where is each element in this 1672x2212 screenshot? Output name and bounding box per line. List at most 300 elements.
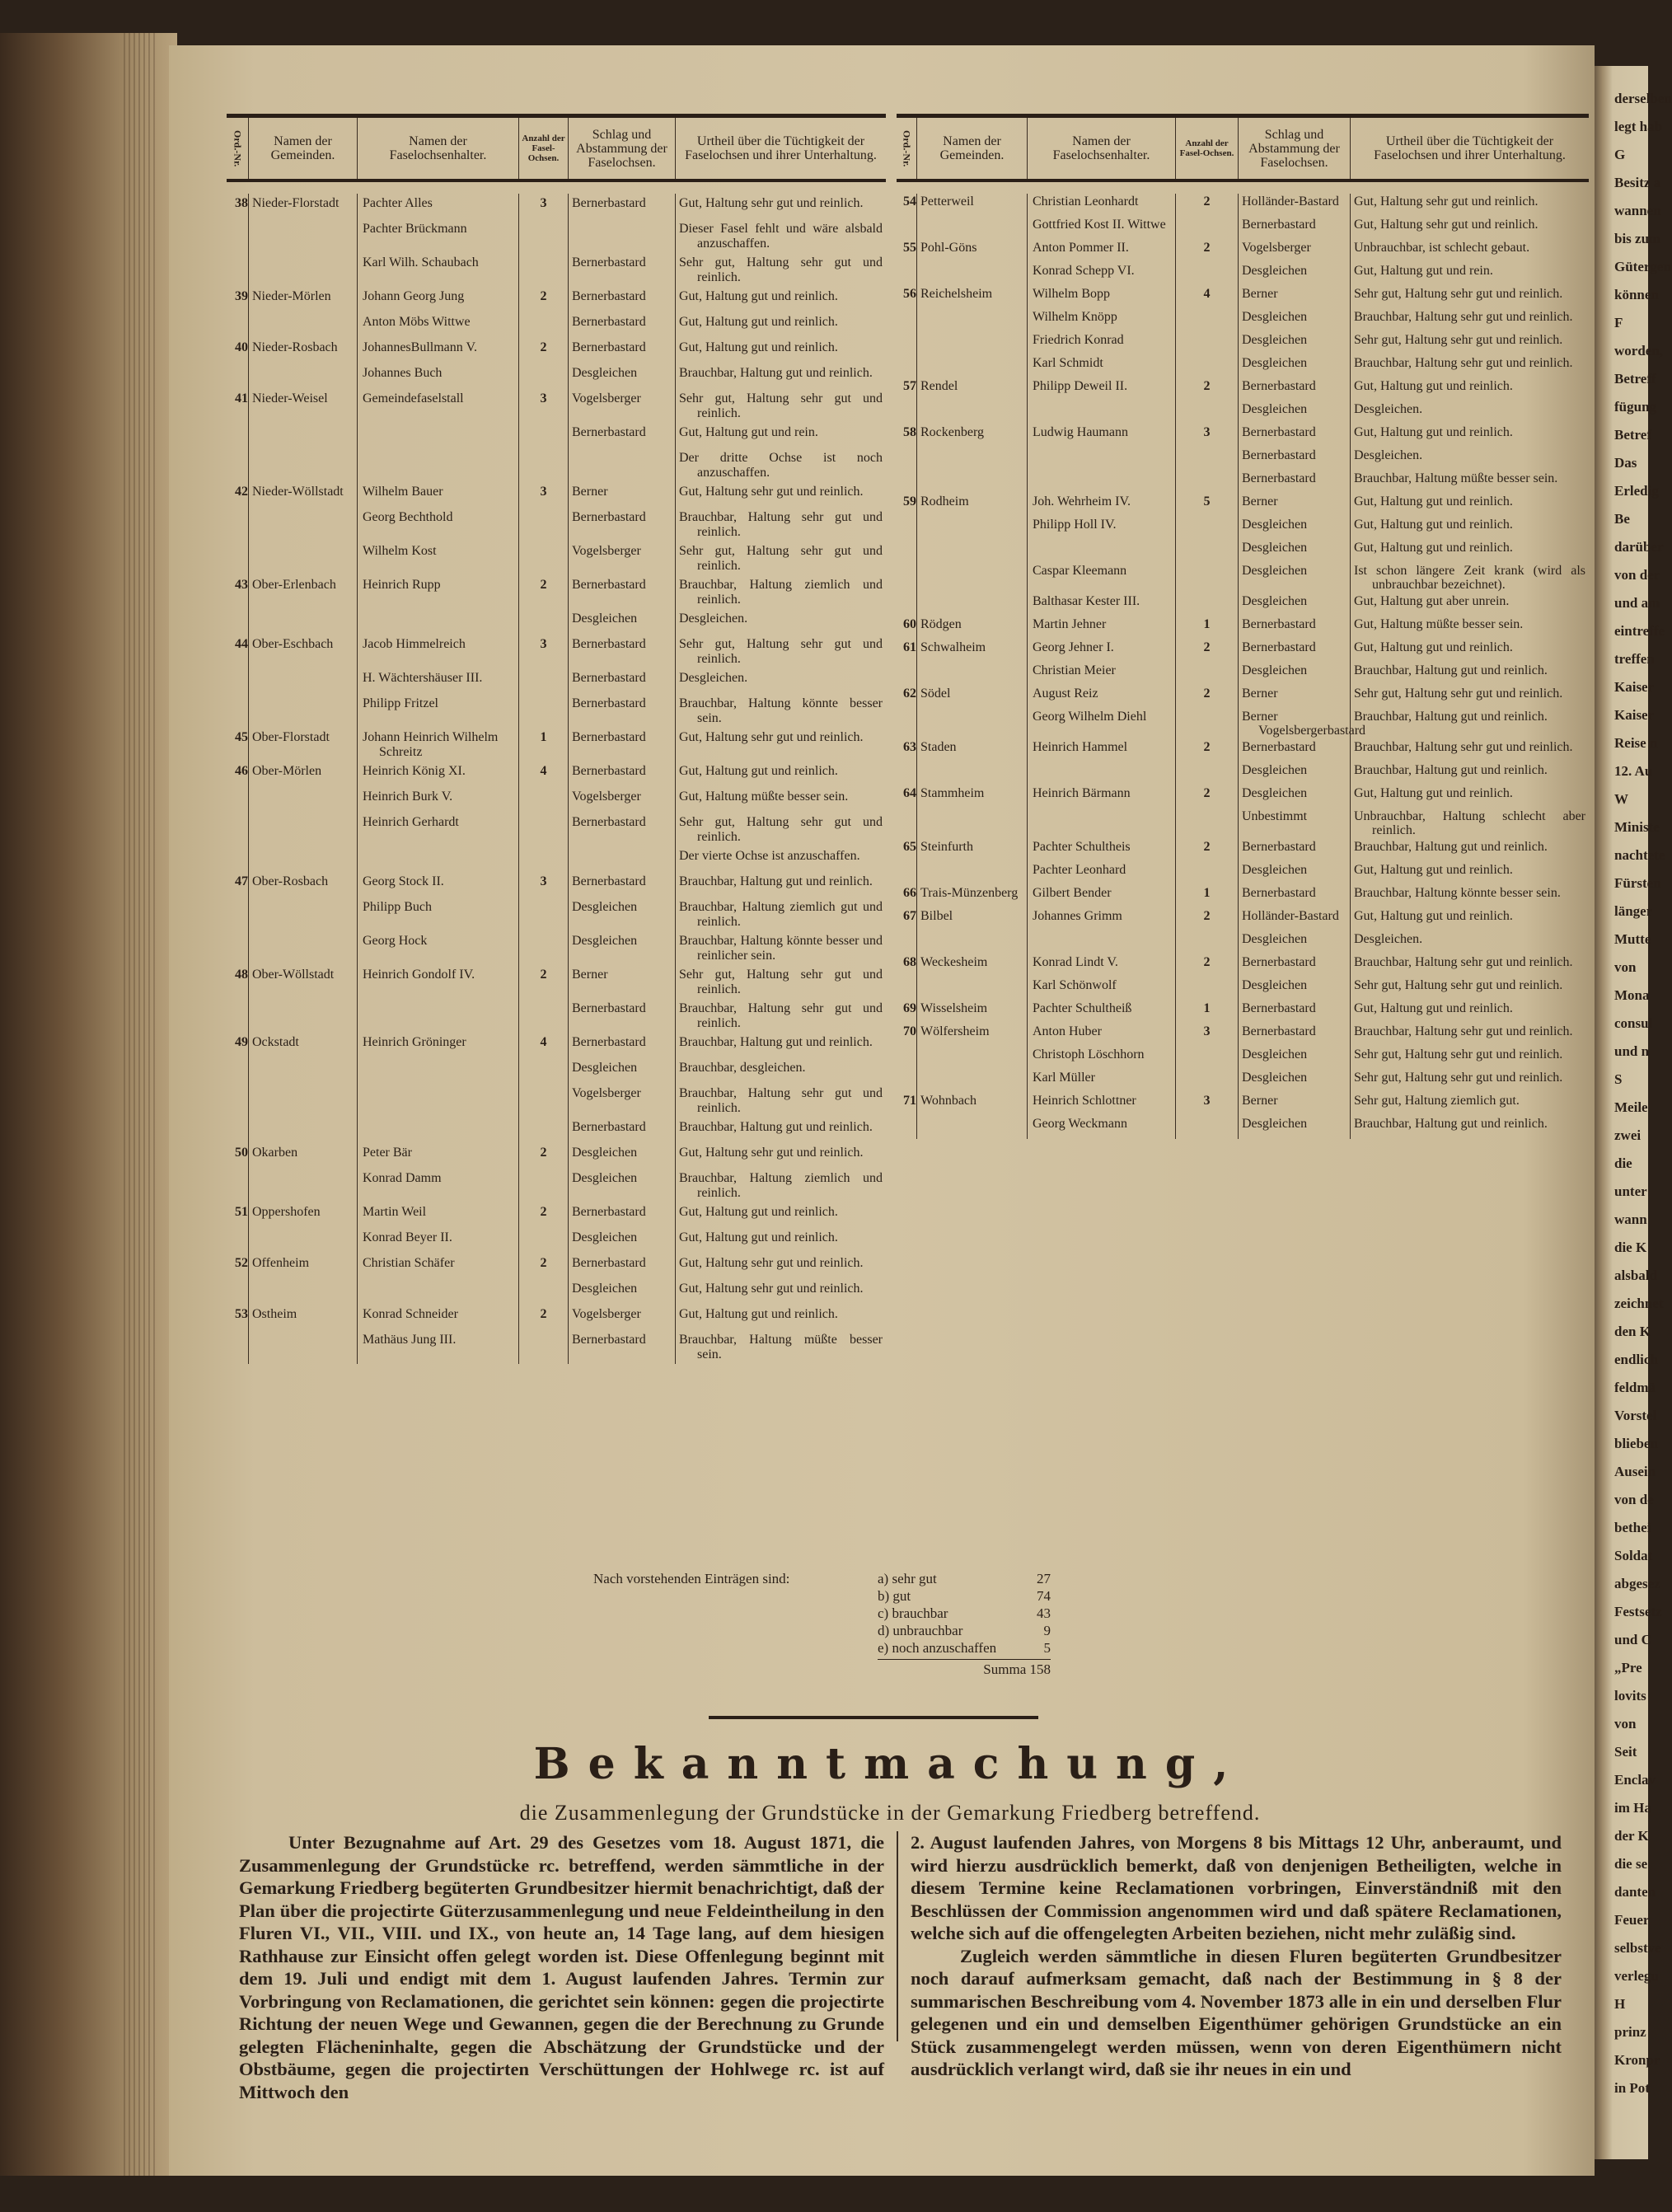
urtheil: Brauchbar, Haltung sehr gut und reinlich.: [1350, 739, 1589, 762]
urtheil: Desgleichen.: [1350, 931, 1589, 954]
table-row: [227, 1279, 886, 1305]
urtheil: Sehr gut, Haltung sehr gut und reinlich.: [675, 541, 886, 575]
ochsen-count: [1175, 1116, 1238, 1139]
urtheil: Gut, Haltung sehr gut und reinlich.: [1350, 217, 1589, 240]
schlag-abstammung: Desgleichen: [568, 1279, 675, 1305]
ochsen-count: [518, 423, 568, 448]
table-row: [227, 1143, 886, 1169]
table-row: [227, 541, 886, 575]
schlag-abstammung: [568, 448, 675, 482]
table-row: [897, 908, 1589, 931]
table-row: [227, 694, 886, 728]
schlag-abstammung: Desgleichen: [568, 609, 675, 635]
schlag-abstammung: Bernerbastard: [568, 423, 675, 448]
schlag-abstammung: Desgleichen: [568, 363, 675, 389]
schlag-abstammung: Desgleichen: [1238, 1047, 1350, 1070]
urtheil: Ist schon längere Zeit krank (wird als unbrauchbar bezeichnet).: [1350, 563, 1589, 593]
header-urtheil: Urtheil über die Tüchtigkeit der Faselochsen und ihrer Unterhaltung.: [1350, 118, 1589, 179]
table-row: [227, 389, 886, 423]
ochsen-count: [1175, 563, 1238, 593]
ochsen-count: 2: [1175, 240, 1238, 263]
halter-name: Jacob Himmelreich: [357, 635, 518, 668]
urtheil: Brauchbar, Haltung gut und reinlich.: [1350, 1116, 1589, 1139]
row-number: [897, 448, 916, 471]
table-header: [227, 114, 886, 182]
page-fragment-text: Ministe: [1614, 819, 1660, 835]
table-body: [227, 182, 886, 1364]
ochsen-count: 1: [518, 728, 568, 762]
row-number: [897, 1116, 916, 1139]
urtheil: Brauchbar, Haltung sehr gut und reinlich.: [1350, 309, 1589, 332]
page-fragment-text: S: [1614, 1071, 1623, 1087]
page-fragment-text: Meile: [1614, 1099, 1648, 1115]
ochsen-count: [1175, 862, 1238, 885]
halter-name: [357, 609, 518, 635]
schlag-abstammung: Vogelsberger: [568, 1305, 675, 1330]
row-number: 43: [235, 578, 248, 592]
table-row: [227, 338, 886, 363]
page-fragment-text: Festsetz: [1614, 1604, 1662, 1619]
gemeinde-name: Ockstadt: [248, 1033, 357, 1058]
gemeinde-name: [916, 1116, 1027, 1139]
table-row: [227, 787, 886, 813]
schlag-abstammung: Bernerbastard: [568, 1254, 675, 1279]
row-number: [897, 593, 916, 616]
ochsen-count: 2: [518, 1254, 568, 1279]
urtheil: Gut, Haltung gut und reinlich.: [675, 1305, 886, 1330]
row-number: 50: [235, 1146, 248, 1160]
row-number: [897, 762, 916, 785]
gemeinde-name: [916, 448, 1027, 471]
table-row: [897, 1001, 1589, 1024]
gemeinde-name: [248, 219, 357, 253]
row-number: [897, 663, 916, 686]
gemeinde-name: [916, 593, 1027, 616]
page-fragment-text: „Pre: [1614, 1660, 1642, 1675]
table-row: [227, 1118, 886, 1143]
page-fragment-text: zeichnet: [1614, 1296, 1664, 1311]
halter-name: Johann Heinrich Wilhelm Schreitz: [357, 728, 518, 762]
halter-name: [357, 1118, 518, 1143]
table-row: [227, 219, 886, 253]
row-number: 71: [903, 1094, 916, 1108]
gemeinde-name: [248, 1084, 357, 1118]
table-row: [227, 482, 886, 508]
table-row: [227, 363, 886, 389]
urtheil: Gut, Haltung gut und reinlich.: [1350, 908, 1589, 931]
page-fragment-text: bethei: [1614, 1520, 1651, 1535]
page-fragment-text: nachtete: [1614, 847, 1665, 863]
gemeinde-name: Pohl-Göns: [916, 240, 1027, 263]
table-row: [227, 635, 886, 668]
ochsen-count: [1175, 762, 1238, 785]
urtheil: Brauchbar, Haltung gut und reinlich.: [1350, 709, 1589, 739]
page-fragment-text: der K: [1614, 1828, 1649, 1844]
halter-name: Georg Bechthold: [357, 508, 518, 541]
ochsen-count: [1175, 332, 1238, 355]
table-row: [227, 872, 886, 897]
ochsen-count: 2: [1175, 739, 1238, 762]
table-row: [897, 862, 1589, 885]
table-row: [227, 1330, 886, 1364]
schlag-abstammung: Desgleichen: [568, 1058, 675, 1084]
row-number: [227, 1118, 248, 1143]
summary-label: a) sehr gut: [878, 1571, 937, 1586]
urtheil: Brauchbar, Haltung gut und reinlich.: [1350, 663, 1589, 686]
schlag-abstammung: Bernerbastard: [568, 1330, 675, 1364]
summary-item: [878, 1605, 1051, 1622]
page-fragment-text: Gütergen: [1614, 259, 1671, 274]
urtheil: Brauchbar, Haltung sehr gut und reinlich.: [1350, 355, 1589, 378]
urtheil: Brauchbar, Haltung sehr gut und reinlich.: [675, 999, 886, 1033]
halter-name: Konrad Schneider: [357, 1305, 518, 1330]
row-number: 46: [235, 764, 248, 778]
urtheil: Gut, Haltung gut und reinlich.: [675, 1228, 886, 1254]
gemeinde-name: Rockenberg: [916, 424, 1027, 448]
schlag-abstammung: Bernerbastard: [1238, 448, 1350, 471]
ochsen-count: 2: [518, 338, 568, 363]
halter-name: [357, 846, 518, 872]
table-row: [897, 762, 1589, 785]
gemeinde-name: [916, 355, 1027, 378]
table-row: [227, 1033, 886, 1058]
table-row: [227, 999, 886, 1033]
schlag-abstammung: Bernerbastard: [1238, 1001, 1350, 1024]
table-row: [897, 977, 1589, 1001]
table-row: [897, 194, 1589, 217]
ochsen-count: 2: [518, 287, 568, 312]
table-row: [897, 309, 1589, 332]
gemeinde-name: [916, 471, 1027, 494]
page-fragment-text: legt hab: [1614, 119, 1663, 134]
ochsen-count: [1175, 309, 1238, 332]
gemeinde-name: Staden: [916, 739, 1027, 762]
page-fragment-text: lovits: [1614, 1688, 1646, 1704]
halter-name: Karl Müller: [1027, 1070, 1175, 1093]
schlag-abstammung: Bernerbastard: [568, 999, 675, 1033]
row-number: [897, 709, 916, 739]
ochsen-count: 2: [518, 965, 568, 999]
page-fragment-text: Kaiser: [1614, 707, 1655, 723]
ochsen-count: [1175, 517, 1238, 540]
row-number: [897, 1047, 916, 1070]
row-number: 57: [903, 379, 916, 393]
halter-name: [357, 1058, 518, 1084]
header-urtheil: Urtheil über die Tüchtigkeit der Faselochsen und ihrer Unterhaltung.: [675, 118, 886, 179]
halter-name: [1027, 448, 1175, 471]
gemeinde-name: Wohnbach: [916, 1093, 1027, 1116]
faselochsen-table-left: [227, 114, 886, 1364]
faselochsen-table-right: [897, 114, 1589, 1139]
ochsen-count: 3: [1175, 1093, 1238, 1116]
gemeinde-name: [248, 1169, 357, 1202]
urtheil: Gut, Haltung gut und reinlich.: [1350, 1001, 1589, 1024]
ochsen-count: [1175, 593, 1238, 616]
gemeinde-name: Rodheim: [916, 494, 1027, 517]
halter-name: Georg Wilhelm Diehl: [1027, 709, 1175, 739]
schlag-abstammung: Bernerbastard: [568, 635, 675, 668]
gemeinde-name: Stammheim: [916, 785, 1027, 808]
page-fragment-text: danten: [1614, 1884, 1656, 1900]
urtheil: Brauchbar, Haltung könnte besser sein.: [1350, 885, 1589, 908]
ochsen-count: [518, 1118, 568, 1143]
gemeinde-name: [916, 762, 1027, 785]
halter-name: Konrad Damm: [357, 1169, 518, 1202]
row-number: [227, 219, 248, 253]
row-number: [897, 931, 916, 954]
urtheil: Der vierte Ochse ist anzuschaffen.: [675, 846, 886, 872]
halter-name: August Reiz: [1027, 686, 1175, 709]
halter-name: [357, 448, 518, 482]
gemeinde-name: [916, 332, 1027, 355]
row-number: [897, 309, 916, 332]
schlag-abstammung: Desgleichen: [1238, 785, 1350, 808]
summary-value: 27: [1037, 1571, 1051, 1586]
urtheil: Gut, Haltung sehr gut und reinlich.: [675, 1143, 886, 1169]
summary-label: d) unbrauchbar: [878, 1623, 963, 1638]
gemeinde-name: [916, 563, 1027, 593]
halter-name: Balthasar Kester III.: [1027, 593, 1175, 616]
urtheil: Desgleichen.: [675, 668, 886, 694]
halter-name: [357, 999, 518, 1033]
gemeinde-name: Steinfurth: [916, 839, 1027, 862]
row-number: [897, 263, 916, 286]
gemeinde-name: Ober-Rosbach: [248, 872, 357, 897]
gemeinde-name: [916, 709, 1027, 739]
ochsen-count: [518, 846, 568, 872]
schlag-abstammung: Bernerbastard: [1238, 839, 1350, 862]
row-number: [227, 787, 248, 813]
table-row: [897, 663, 1589, 686]
halter-name: Gilbert Bender: [1027, 885, 1175, 908]
schlag-abstammung: Bernerbastard: [1238, 217, 1350, 240]
gemeinde-name: [248, 448, 357, 482]
summary-label: b) gut: [878, 1588, 911, 1604]
schlag-abstammung: Desgleichen: [568, 931, 675, 965]
header-anzahl: Anzahl der Fasel-Ochsen.: [518, 118, 568, 179]
schlag-abstammung: Desgleichen: [1238, 540, 1350, 563]
table-row: [897, 709, 1589, 739]
gemeinde-name: Nieder-Florstadt: [248, 194, 357, 219]
ochsen-count: [518, 787, 568, 813]
row-number: [897, 217, 916, 240]
ochsen-count: 4: [1175, 286, 1238, 309]
gemeinde-name: [248, 846, 357, 872]
header-ord-nr: Ord.-Nr.: [232, 129, 244, 167]
halter-name: Anton Möbs Wittwe: [357, 312, 518, 338]
halter-name: JohannesBullmann V.: [357, 338, 518, 363]
gemeinde-name: [916, 540, 1027, 563]
gemeinde-name: [248, 1330, 357, 1364]
halter-name: Martin Weil: [357, 1202, 518, 1228]
urtheil: Desgleichen.: [1350, 401, 1589, 424]
urtheil: Sehr gut, Haltung sehr gut und reinlich.: [1350, 686, 1589, 709]
table-row: [897, 355, 1589, 378]
schlag-abstammung: Bernerbastard: [1238, 471, 1350, 494]
schlag-abstammung: Desgleichen: [1238, 593, 1350, 616]
row-number: [897, 471, 916, 494]
schlag-abstammung: Desgleichen: [1238, 517, 1350, 540]
table-row: [897, 471, 1589, 494]
table-row: [897, 401, 1589, 424]
schlag-abstammung: Holländer-Bastard: [1238, 908, 1350, 931]
urtheil: Dieser Fasel fehlt und wäre alsbald anzuschaffen.: [675, 219, 886, 253]
halter-name: H. Wächtershäuser III.: [357, 668, 518, 694]
gemeinde-name: [248, 931, 357, 965]
schlag-abstammung: Desgleichen: [1238, 332, 1350, 355]
ochsen-count: 4: [518, 762, 568, 787]
urtheil: Brauchbar, Haltung gut und reinlich.: [1350, 762, 1589, 785]
halter-name: Heinrich Gerhardt: [357, 813, 518, 846]
halter-name: Philipp Deweil II.: [1027, 378, 1175, 401]
header-anzahl: Anzahl der Fasel-Ochsen.: [1175, 118, 1238, 179]
table-row: [897, 424, 1589, 448]
page-fragment-text: Ausein: [1614, 1464, 1656, 1479]
page-fragment-text: H: [1614, 1996, 1626, 2012]
halter-name: [1027, 931, 1175, 954]
urtheil: Gut, Haltung gut und reinlich.: [675, 1202, 886, 1228]
urtheil: Unbrauchbar, ist schlecht gebaut.: [1350, 240, 1589, 263]
summary-intro: Nach vorstehenden Einträgen sind:: [593, 1571, 790, 1586]
halter-name: [357, 423, 518, 448]
gemeinde-name: Schwalheim: [916, 640, 1027, 663]
schlag-abstammung: Bernerbastard: [1238, 739, 1350, 762]
table-row: [227, 762, 886, 787]
ochsen-count: [518, 609, 568, 635]
row-number: 41: [235, 391, 248, 405]
halter-name: Pachter Schultheiß: [1027, 1001, 1175, 1024]
page-fragment-text: darüber: [1614, 539, 1664, 555]
row-number: [897, 355, 916, 378]
page-fragment-text: Betreff: [1614, 371, 1656, 387]
table-row: [227, 1202, 886, 1228]
schlag-abstammung: Bernerbastard: [1238, 1024, 1350, 1047]
table-body: [897, 182, 1589, 1139]
schlag-abstammung: Bernerbastard: [568, 668, 675, 694]
ochsen-count: [518, 448, 568, 482]
ochsen-count: [518, 668, 568, 694]
row-number: 61: [903, 640, 916, 654]
row-number: [227, 999, 248, 1033]
gemeinde-name: [248, 1118, 357, 1143]
halter-name: Heinrich Gröninger: [357, 1033, 518, 1058]
urtheil: Gut, Haltung gut und reinlich.: [675, 762, 886, 787]
urtheil: Gut, Haltung sehr gut und reinlich.: [1350, 194, 1589, 217]
table-row: [227, 287, 886, 312]
halter-name: Philipp Buch: [357, 897, 518, 931]
row-number: 56: [903, 287, 916, 301]
page-fragment-text: fügung: [1614, 399, 1657, 415]
gemeinde-name: Nieder-Wöllstadt: [248, 482, 357, 508]
gemeinde-name: [916, 401, 1027, 424]
halter-name: [1027, 401, 1175, 424]
schlag-abstammung: Holländer-Bastard: [1238, 194, 1350, 217]
table-row: [897, 494, 1589, 517]
page-fragment-text: wannen: [1614, 203, 1661, 218]
schlag-abstammung: Desgleichen: [1238, 977, 1350, 1001]
row-number: 68: [903, 955, 916, 969]
table-row: [227, 728, 886, 762]
gemeinde-name: [916, 1070, 1027, 1093]
gemeinde-name: [248, 668, 357, 694]
schlag-abstammung: Berner: [1238, 494, 1350, 517]
schlag-abstammung: Desgleichen: [1238, 931, 1350, 954]
table-row: [897, 563, 1589, 593]
table-row: [227, 253, 886, 287]
ochsen-count: 2: [1175, 954, 1238, 977]
gemeinde-name: Nieder-Weisel: [248, 389, 357, 423]
urtheil: Brauchbar, Haltung gut und reinlich.: [675, 363, 886, 389]
gemeinde-name: Ober-Wöllstadt: [248, 965, 357, 999]
row-number: 40: [235, 340, 248, 354]
row-number: 64: [903, 786, 916, 800]
page-fragment-text: von: [1614, 959, 1637, 975]
schlag-abstammung: Vogelsberger: [568, 389, 675, 423]
page-fragment-text: F: [1614, 315, 1623, 330]
gemeinde-name: [916, 217, 1027, 240]
page-fragment-text: Mona: [1614, 987, 1650, 1003]
gemeinde-name: Trais-Münzenberg: [916, 885, 1027, 908]
row-number: [227, 609, 248, 635]
page-fragment-text: blieben: [1614, 1436, 1658, 1451]
schlag-abstammung: Berner: [1238, 286, 1350, 309]
page-fragment-text: feldmä: [1614, 1380, 1656, 1395]
ochsen-count: [518, 694, 568, 728]
gemeinde-name: Nieder-Mörlen: [248, 287, 357, 312]
table-row: [227, 1254, 886, 1279]
section-divider: [709, 1716, 1038, 1719]
table-row: [897, 1024, 1589, 1047]
table-row: [227, 423, 886, 448]
urtheil: Gut, Haltung gut und reinlich.: [1350, 640, 1589, 663]
page-fragment-text: treffen: [1614, 651, 1655, 667]
ochsen-count: [1175, 1070, 1238, 1093]
urtheil: Gut, Haltung sehr gut und reinlich.: [675, 482, 886, 508]
page-fragment-text: länger: [1614, 903, 1653, 919]
gemeinde-name: [248, 813, 357, 846]
row-number: [227, 1058, 248, 1084]
halter-name: Konrad Beyer II.: [357, 1228, 518, 1254]
urtheil: Desgleichen.: [675, 609, 886, 635]
ochsen-count: [518, 1228, 568, 1254]
page-fragment-text: von: [1614, 1716, 1637, 1732]
gemeinde-name: [916, 862, 1027, 885]
ochsen-count: 2: [1175, 908, 1238, 931]
halter-name: Wilhelm Bopp: [1027, 286, 1175, 309]
notice-subtitle: die Zusammenlegung der Grundstücke in der Gemarkung Friedberg betreffend.: [519, 1801, 1261, 1825]
schlag-abstammung: Bernerbastard: [568, 872, 675, 897]
gemeinde-name: [248, 541, 357, 575]
schlag-abstammung: Vogelsberger: [568, 1084, 675, 1118]
urtheil: Gut, Haltung gut und reinlich.: [1350, 517, 1589, 540]
ochsen-count: [518, 813, 568, 846]
summary-item: [878, 1639, 1051, 1657]
gemeinde-name: Ober-Erlenbach: [248, 575, 357, 609]
row-number: [227, 1228, 248, 1254]
table-row: [897, 332, 1589, 355]
table-row: [897, 517, 1589, 540]
row-number: 54: [903, 194, 916, 209]
summary-item: [878, 1622, 1051, 1639]
schlag-abstammung: Bernerbastard: [568, 813, 675, 846]
urtheil: Gut, Haltung gut und reinlich.: [1350, 378, 1589, 401]
halter-name: [1027, 540, 1175, 563]
halter-name: Konrad Schepp VI.: [1027, 263, 1175, 286]
page-fragment-text: und C: [1614, 1632, 1651, 1647]
page-fragment-text: Mutte: [1614, 931, 1651, 947]
halter-name: Gemeindefaselstall: [357, 389, 518, 423]
urtheil: Sehr gut, Haltung sehr gut und reinlich.: [675, 813, 886, 846]
